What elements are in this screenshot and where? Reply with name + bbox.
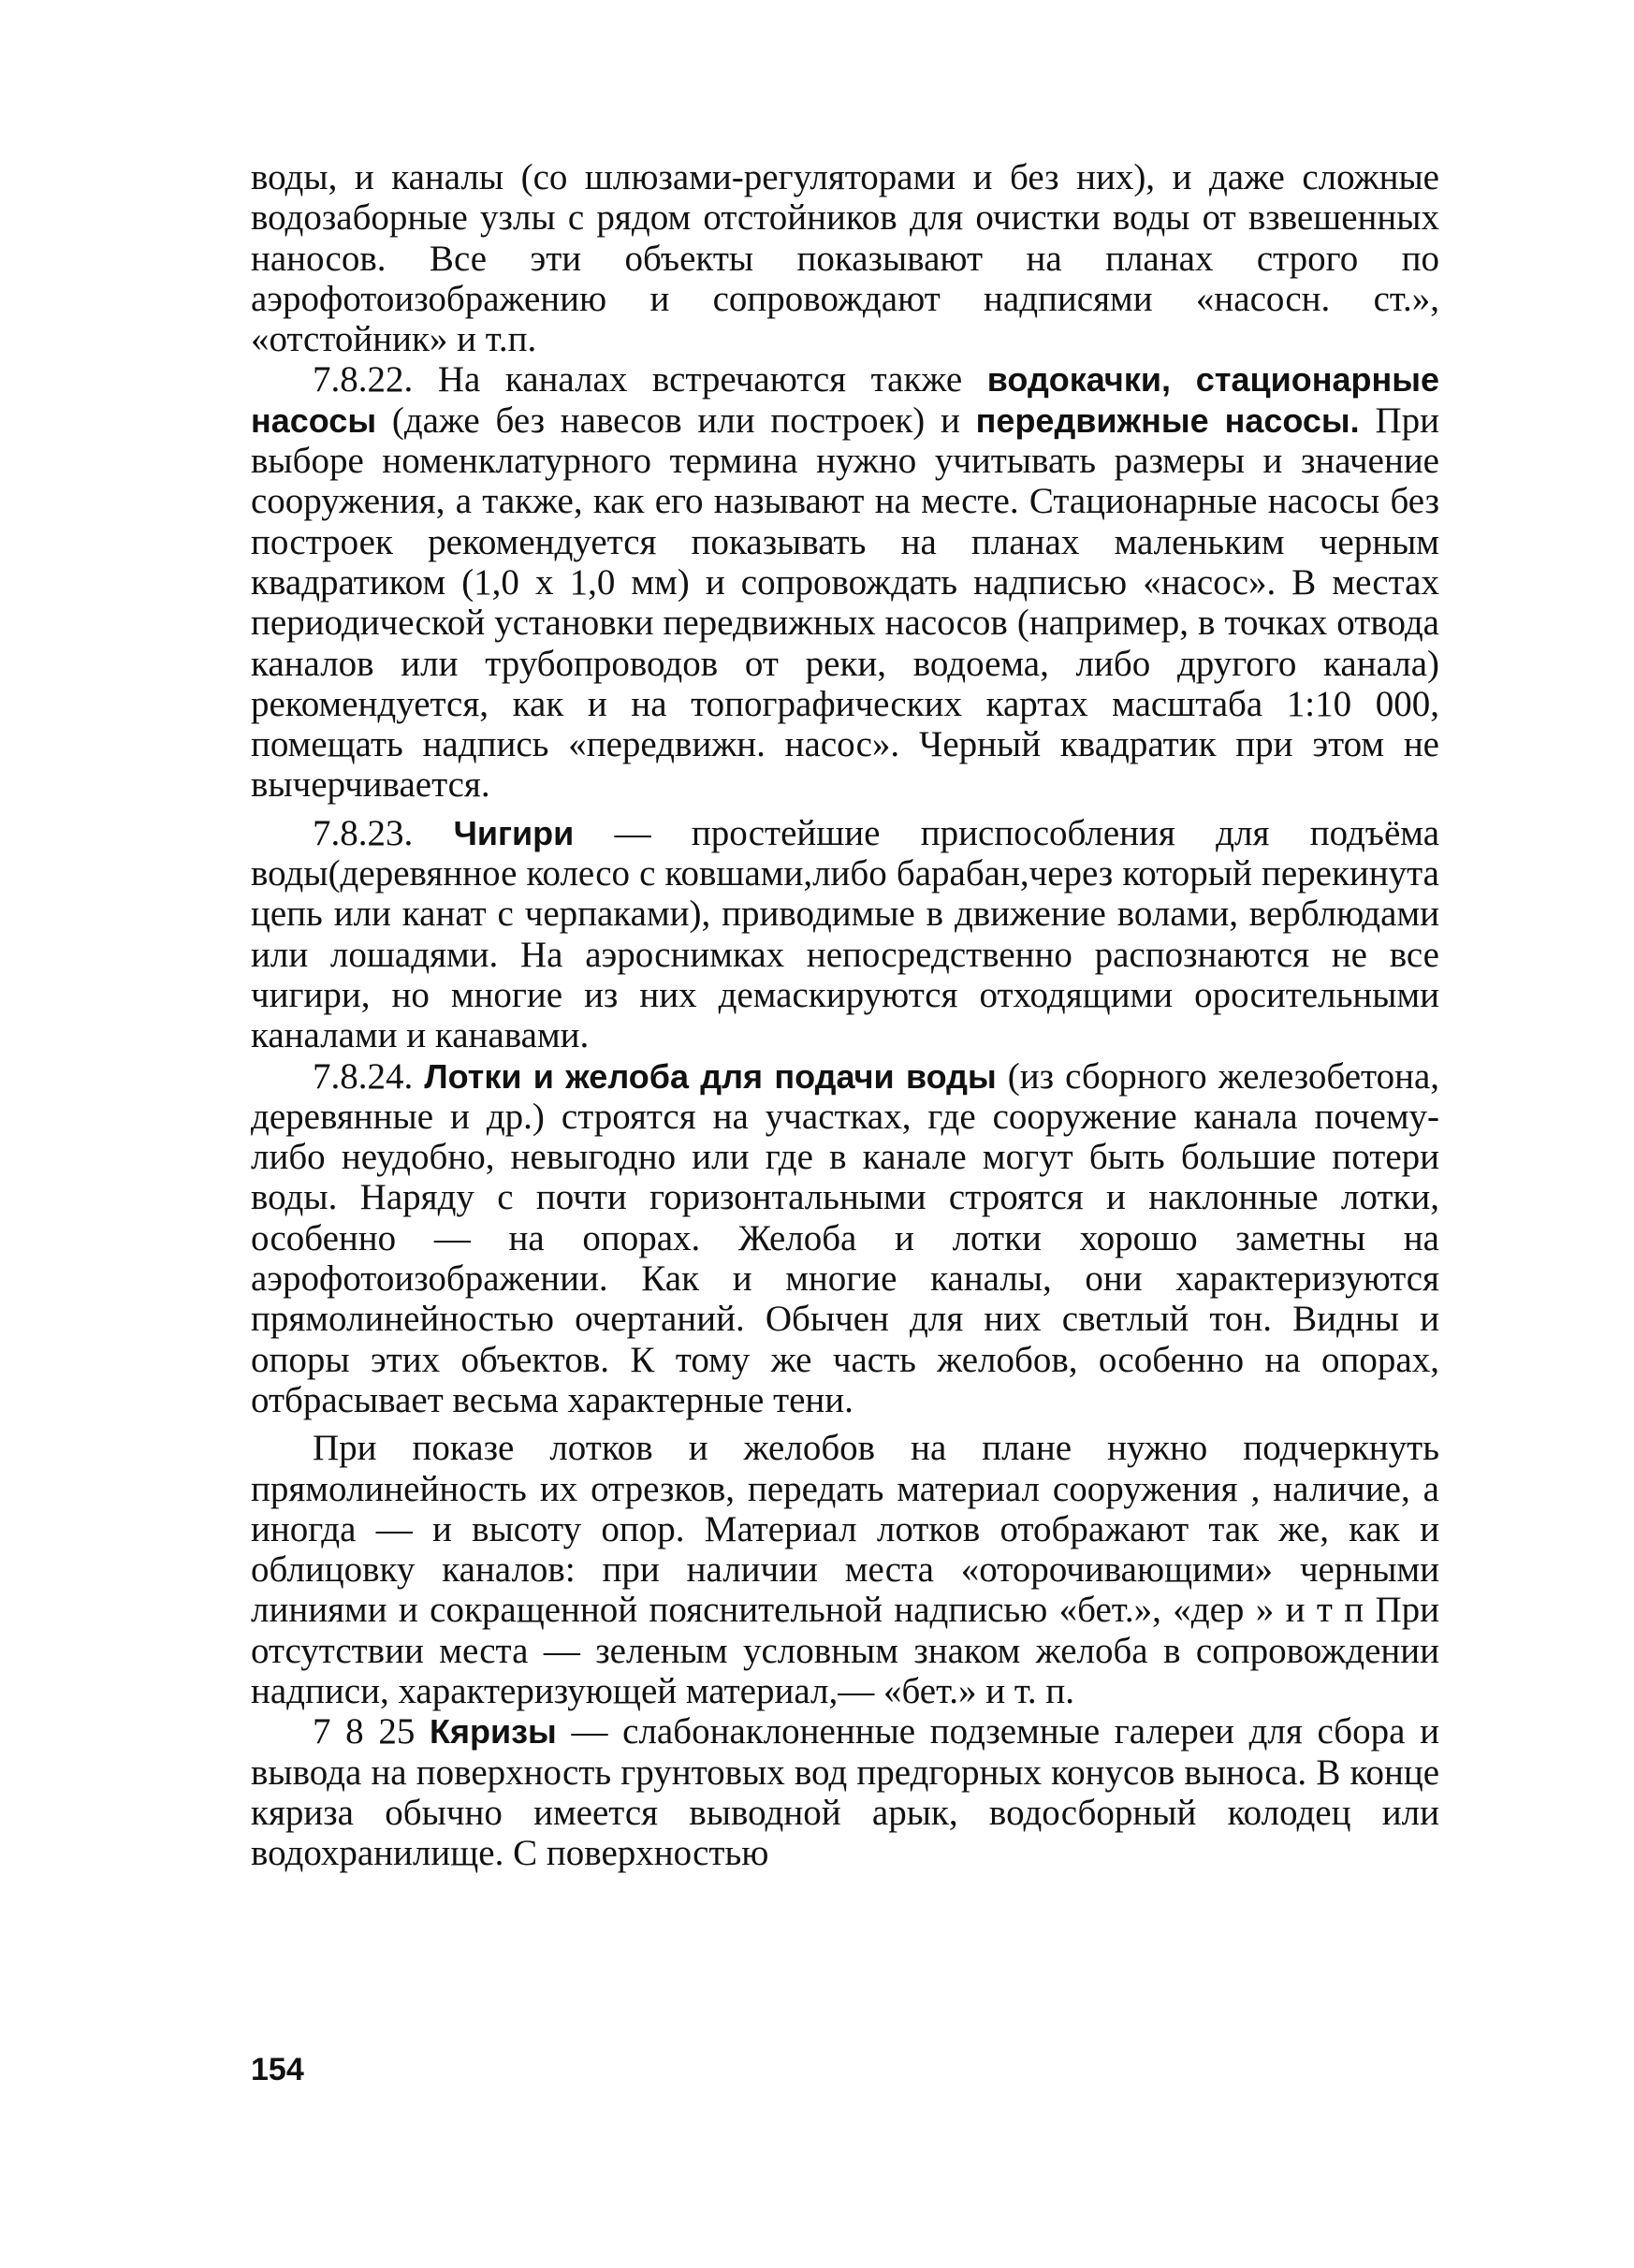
paragraph-7-8-25-number: 7 8 25 — [313, 1711, 430, 1752]
term-flumes: Лотки и желоба для подачи воды — [424, 1056, 997, 1096]
term-mobile-pumps: передвижные насосы. — [975, 400, 1360, 440]
page-text — [251, 157, 1439, 1873]
page-number: 154 — [251, 2052, 304, 2087]
term-chigiri: Чигири — [453, 813, 575, 852]
paragraph-7-8-23-number: 7.8.23. — [313, 812, 454, 853]
term-kyarizy: Кяризы — [430, 1712, 557, 1752]
paragraph-7-8-22-body: При выборе номенклатурного термина нужно учитывать размеры и значение сооружения, а также, как его называют на месте. Стационарные насосы без построек рекомендуется показывать на планах маленьким черным квадратиком (1,0 x 1,0 мм) и сопровождать надписью «насос». В местах периодической установки передвижных насосов (например, в точках отвода каналов или трубопроводов от реки, водоема, либо другого канала) рекомендуется, как и на топографических картах масштаба 1:10 000, помещать надпись «передвижн. насос». Черный квадратик при этом не вычерчивается. — [251, 400, 1439, 806]
paragraph-7-8-25 — [251, 1711, 1439, 1873]
paragraph-7-8-22-intro: 7.8.22. На каналах встречаются также — [313, 359, 987, 400]
paragraph-7-8-22 — [251, 359, 1439, 805]
paragraph-7-8-23-body: — простейшие приспособления для подъёма воды(деревянное колесо с ковшами,либо барабан,через который перекинута цепь или канат с черпаками), приводимые в движение волами, верблюдами или лошадями. На аэроснимках непосредственно распознаются не все чигири, но многие из них демаскируются отходящими оросительными каналами и канавами. — [251, 812, 1440, 1056]
paragraph-7-8-24 — [251, 1056, 1439, 1421]
paragraph-7-8-23 — [251, 813, 1439, 1056]
paragraph-1-text: воды, и каналы (со шлюзами-регуляторами и без них), и даже сложные водозаборные узлы с рядом отстойников для очистки воды от взвешенных наносов. Все эти объекты показывают на планах строго по аэрофотоизображению и сопровождают надписями «насосн. ст.», «отстойник» и т.п. — [251, 157, 1439, 360]
term-stationary-pumps: водокачки, стационарные насосы — [251, 360, 1439, 440]
paragraph-flumes-display-text: При показе лотков и желобов на плане нужно подчеркнуть прямолинейность их отрезков, передать материал сооружения , наличие, а иногда — и высоту опор. Материал лотков отображают так же, как и облицовку каналов: при наличии места «оторочивающими» черными линиями и сокращенной пояснительной надписью «бет.», «дер » и т п При отсутствии места — зеленым условным знаком желоба в сопровождении надписи, характеризующей материал,— «бет.» и т. п. — [251, 1428, 1439, 1711]
paragraph-7-8-24-body: (из сборного железобетона, деревянные и др.) строятся на участках, где сооружение канала почему-либо неудобно, невыгодно или где в канале могут быть большие потери воды. Наряду с почти горизонтальными строятся и наклонные лотки, особенно — на опорах. Желоба и лотки хорошо заметны на аэрофотоизображении. Как и многие каналы, они характеризуются прямолинейностью очертаний. Обычен для них светлый тон. Видны и опоры этих объектов. К тому же часть желобов, особенно на опорах, отбрасывает весьма характерные тени. — [251, 1055, 1440, 1420]
paragraph-7-8-22-mid: (даже без навесов или построек) и — [376, 400, 976, 441]
paragraph-flumes-display — [251, 1428, 1439, 1711]
paragraph-1 — [251, 157, 1439, 359]
paragraph-7-8-25-body: — слабонаклоненные подземные галереи для сбора и вывода на поверхность грунтовых вод предгорных конусов выноса. В конце кяриза обычно имеется выводной арык, водосборный колодец или водохранилище. С поверхностью — [251, 1711, 1439, 1874]
paragraph-7-8-24-number: 7.8.24. — [313, 1055, 425, 1097]
